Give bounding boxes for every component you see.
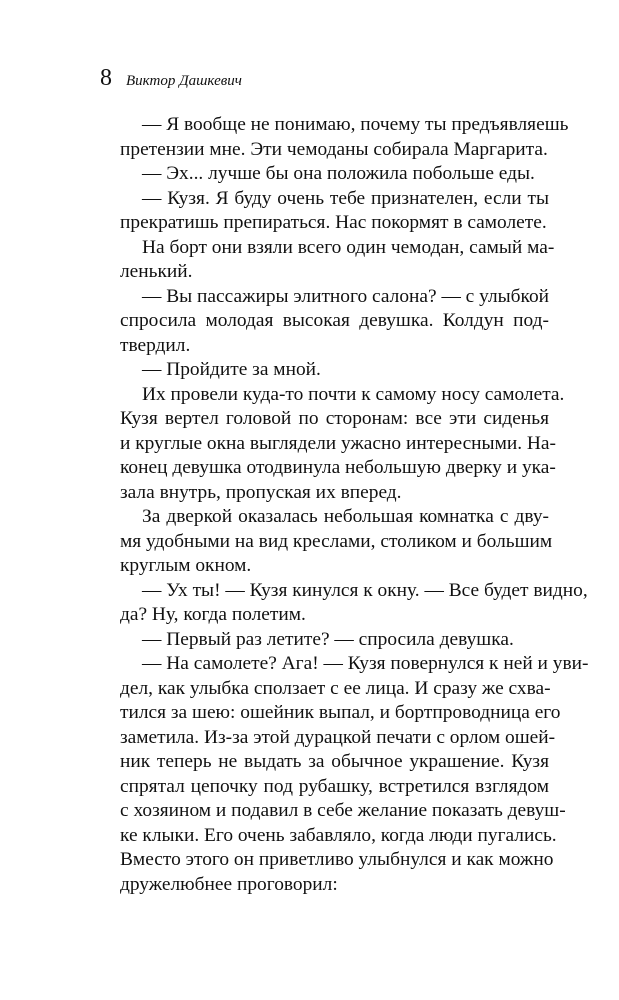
text-line: Кузя вертел головой по сторонам: все эти сиденья [120,408,549,429]
text-line: спросила молодая высокая девушка. Колдун под- [120,310,549,331]
text-line: да? Ну, когда полетим. [120,604,306,625]
paragraph [100,579,588,628]
text-line: конец девушка отодвинула небольшую дверку и ука- [120,457,556,478]
text-line: — Пройдите за мной. [142,359,321,380]
text-line: ленький. [120,261,193,282]
text-line: ке клыки. Его очень забавляло, когда люди пугались. [120,824,557,846]
paragraph [100,628,549,653]
text-line: претензии мне. Эти чемоданы собирала Маргарита. [120,138,548,160]
paragraph [100,162,549,187]
text-line: зала внутрь, пропуская их вперед. [120,481,402,503]
text-line: спрятал цепочку под рубашку, встретился взглядом [120,775,549,797]
text-line: — Кузя. Я буду очень тебе признателен, если ты [142,187,549,209]
paragraph [100,285,549,359]
paragraph [100,383,565,506]
paragraph [100,358,549,383]
paragraph [100,652,589,897]
paragraph [100,236,555,285]
paragraph [100,505,553,579]
text-line: — Ух ты! — Кузя кинулся к окну. — Все будет видно, [142,579,588,601]
text-line: тился за шею: ошейник выпал, и бортпроводница его [120,702,561,723]
page-header [100,66,242,90]
text-line: — Я вообще не понимаю, почему ты предъявляешь [142,114,569,135]
text-line: — На самолете? Ага! — Кузя повернулся к ней и уви- [142,653,589,674]
text-line: Их провели куда-то почти к самому носу самолета. [142,383,565,405]
text-line: дел, как улыбка сползает с ее лица. И сразу же схва- [120,677,551,699]
text-line: дружелюбнее проговорил: [120,873,338,895]
page-number: 8 [100,65,112,91]
paragraph [100,187,549,236]
text-line: прекратишь препираться. Нас покормят в самолете. [120,212,547,233]
text-line: мя удобными на вид креслами, столиком и большим [120,530,553,552]
text-line: — Вы пассажиры элитного салона? — с улыбкой [142,285,550,307]
text-line: ник теперь не выдать за обычное украшение. Кузя [120,751,549,772]
text-line: На борт они взяли всего один чемодан, самый ма- [142,236,555,258]
body-text [100,113,589,897]
text-line: и круглые окна выглядели ужасно интересными. На- [120,432,556,454]
text-line: круглым окном. [120,555,252,576]
text-line: Вместо этого он приветливо улыбнулся и как можно [120,849,554,870]
text-line: заметила. Из-за этой дурацкой печати с орлом ошей- [120,726,556,748]
text-line: — Первый раз летите? — спросила девушка. [142,628,514,650]
text-line: За дверкой оказалась небольшая комнатка с дву- [142,506,549,527]
running-head-author: Виктор Дашкевич [126,73,242,89]
paragraph [100,113,569,162]
text-line: с хозяином и подавил в себе желание показать девуш- [120,800,566,821]
text-line: твердил. [120,334,191,356]
text-line: — Эх... лучше бы она положила побольше еды. [142,163,535,184]
